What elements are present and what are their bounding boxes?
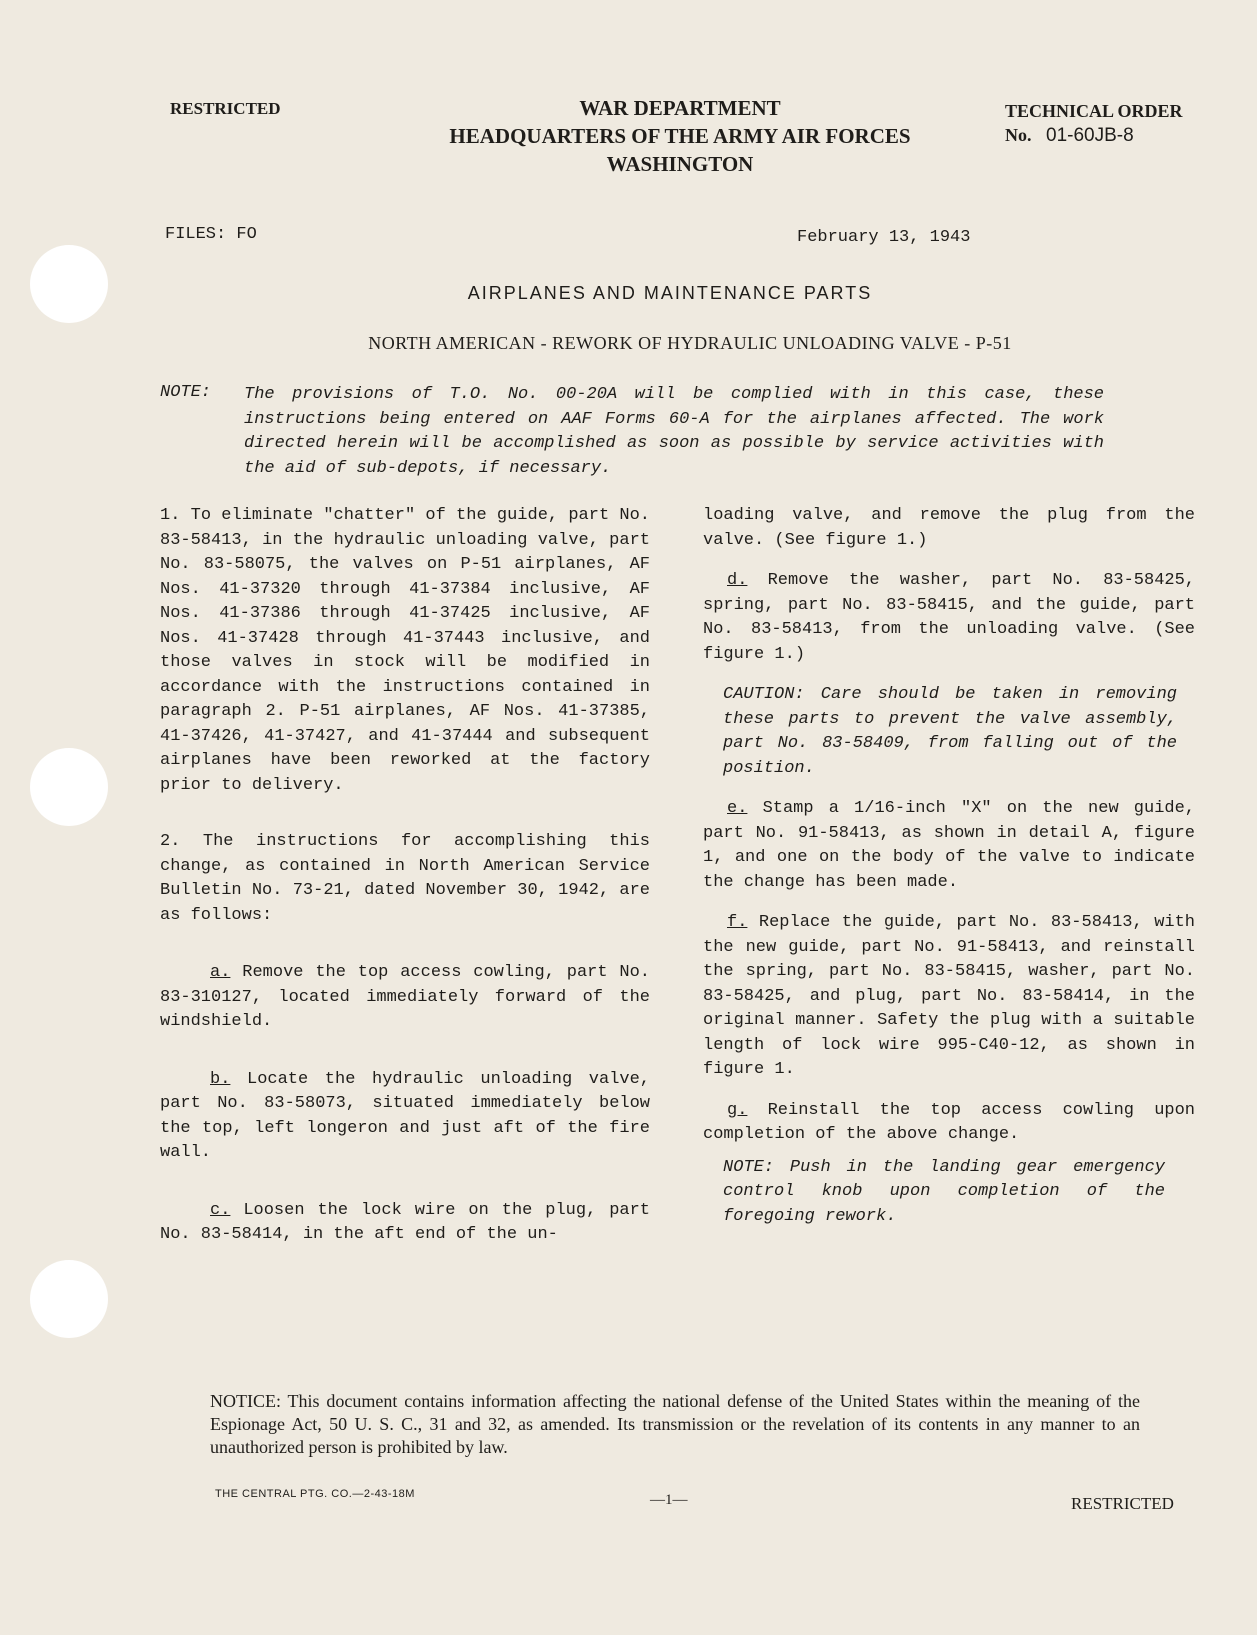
right-column [703,504,1195,1229]
technical-order-number: 01-60JB-8 [1046,125,1134,146]
punch-hole-top [30,245,108,323]
step-g-text: Reinstall the top access cowling upon completion of the above change. [703,1100,1196,1144]
technical-order-label: TECHNICAL ORDER [1005,101,1183,121]
paragraph-1: 1. To eliminate "chatter" of the guide, part No. 83-58413, in the hydraulic unloading valve, part No. 83-58075, the valves on P-51 airplanes, AF Nos. 41-37320 through 41-37384 inclusive, AF Nos. 41-37386 through 41-37425 inclusive, AF Nos. 41-37428 through 41-37443 inclusive, and those valves in stock will be modified in accordance with the instructions contained in paragraph 2. P-51 airplanes, AF Nos. 41-37385, 41-37426, 41-37427, and 41-37444 and subsequent airplanes have been reworked at the factory prior to delivery. [160,506,650,795]
header-line-2: HEADQUARTERS OF THE ARMY AIR FORCES [449,124,911,148]
header-line-3: WASHINGTON [606,152,754,176]
step-a-text: Remove the top access cowling, part No. 83-310127, located immediately forward of the windshield. [160,963,651,1031]
note-text: The provisions of T.O. No. 00-20A will be complied with in this case, these instructions being entered on AAF Forms 60-A for the airplanes affected. The work directed herein will be accomplished as soon as possible by service activities with the aid of sub-depots, if necessary. [244,385,1104,478]
step-d [703,569,1195,667]
step-b-letter: b. [210,1069,231,1089]
step-e-letter: e. [727,799,748,818]
step-e-text: Stamp a 1/16-inch "X" on the new guide, part No. 91-58413, as shown in detail A, figure 1, and one on the body of the valve to indicate the change has been made. [703,799,1196,892]
step-a [160,961,650,1035]
step-g [703,1099,1195,1148]
paragraph-2: 2. The instructions for accomplishing this change, as contained in North American Service Bulletin No. 73-21, dated November 30, 1942, are as follows: [160,832,650,925]
caution-note: CAUTION: Care should be taken in removing these parts to prevent the valve assembly, part No. 83-58409, from falling out of the position. [723,685,1177,778]
restricted-label-bottom: RESTRICTED [1071,1494,1174,1513]
step-c-continued: loading valve, and remove the plug from the valve. (See figure 1.) [703,506,1195,550]
printer-imprint: THE CENTRAL PTG. CO.—2-43-18M [215,1488,415,1500]
step-f-letter: f. [727,913,748,932]
header-line-1: WAR DEPARTMENT [579,96,781,120]
issuing-authority [380,94,980,178]
step-f [703,911,1195,1083]
note-label: NOTE: [160,383,212,402]
step-d-text: Remove the washer, part No. 83-58425, spring, part No. 83-58415, and the guide, part No. 83-58413, from the unloading valve. (See figure 1.) [703,571,1196,664]
left-column [160,504,650,1248]
step-e [703,797,1195,895]
document-date: February 13, 1943 [797,228,971,247]
step-d-letter: d. [727,571,748,590]
step-c-letter: c. [210,1200,231,1220]
step-c [160,1199,650,1248]
technical-order-number-line [1005,123,1183,148]
punch-hole-middle [30,748,108,826]
technical-order-no-label: No. [1005,125,1032,145]
technical-order-block [1005,99,1183,148]
closing-note: NOTE: Push in the landing gear emergency control knob upon completion of the foregoing rework. [723,1157,1165,1226]
step-b [160,1068,650,1166]
files-label: FILES: FO [165,225,257,244]
security-notice: NOTICE: This document contains information affecting the national defense of the United States within the meaning of the Espionage Act, 50 U. S. C., 31 and 32, as amended. Its transmission or the revelation of its contents in any manner to an unauthorized person is prohibited by law. [210,1391,1140,1457]
page-number: —1— [650,1492,688,1508]
document-heading: AIRPLANES AND MAINTENANCE PARTS [467,283,873,303]
step-c-text: Loosen the lock wire on the plug, part No. 83-58414, in the aft end of the un- [160,1200,650,1244]
restricted-label-top: RESTRICTED [170,99,281,118]
step-b-text: Locate the hydraulic unloading valve, part No. 83-58073, situated immediately below the top, left longeron and just aft of the fire wall. [160,1069,650,1162]
punch-hole-bottom [30,1260,108,1338]
step-g-letter: g. [727,1100,748,1120]
step-a-letter: a. [210,963,231,982]
document-subheading: NORTH AMERICAN - REWORK OF HYDRAULIC UNLOADING VALVE - P-51 [368,333,1012,353]
step-f-text: Replace the guide, part No. 83-58413, with the new guide, part No. 91-58413, and reinstall the spring, part No. 83-58415, washer, part No. 83-58425, and plug, part No. 83-58414, in the original manner. Safety the plug with a suitable length of lock wire 995-C40-12, as shown in figure 1. [703,913,1195,1079]
